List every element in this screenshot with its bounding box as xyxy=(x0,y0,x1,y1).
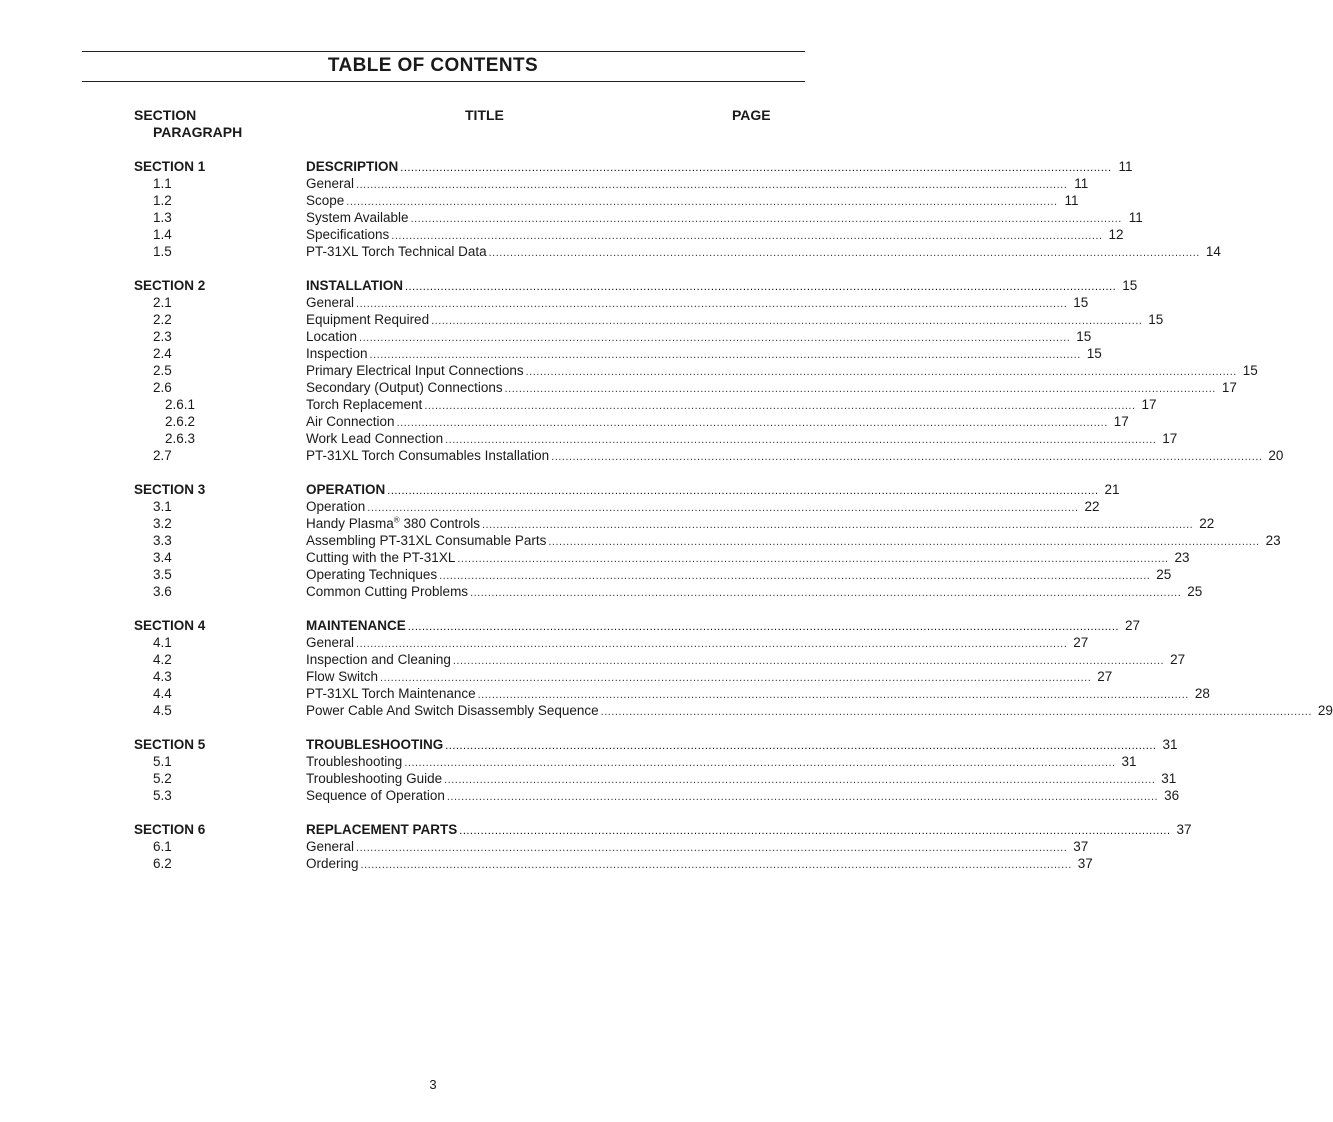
entry-title xyxy=(306,753,404,770)
page-ref: 31 xyxy=(1162,737,1178,752)
page-ref: 14 xyxy=(1205,244,1221,259)
paragraph-number: 2.5 xyxy=(153,363,172,378)
paragraph-number: 6.1 xyxy=(153,839,172,854)
entry-title-suffix: 380 Controls xyxy=(399,516,480,531)
paragraph-number: 2.6.2 xyxy=(165,414,196,429)
page-number: 3 xyxy=(429,1077,437,1092)
column-header-section: SECTION xyxy=(134,107,197,123)
page-ref: 11 xyxy=(1074,176,1089,191)
dot-leader: ........................................................................................................................................................................................................ xyxy=(431,315,1143,327)
entry-title xyxy=(306,430,445,447)
paragraph-number: 3.1 xyxy=(153,499,172,514)
dot-leader: ........................................................................................................................................................................................................ xyxy=(424,400,1136,412)
entry-title xyxy=(306,651,453,668)
entry-title xyxy=(306,396,424,413)
toc-entry-row[interactable] xyxy=(0,328,1092,345)
paragraph-number: 4.1 xyxy=(153,635,172,650)
paragraph-number: 2.6 xyxy=(153,380,172,395)
paragraph-number: 2.6.3 xyxy=(165,431,196,446)
section-title xyxy=(306,821,459,838)
page-ref: 37 xyxy=(1077,856,1093,871)
section-title xyxy=(306,158,400,175)
entry-title-text: System Available xyxy=(306,210,409,225)
paragraph-number: 3.2 xyxy=(153,516,172,531)
page-ref: 31 xyxy=(1161,771,1177,786)
dot-leader: ........................................................................................................................................................................................................ xyxy=(446,791,1159,803)
entry-title-text: General xyxy=(306,295,355,310)
dot-leader: ........................................................................................................................................................................................................ xyxy=(387,485,1099,497)
entry-title-text: MAINTENANCE xyxy=(306,618,406,633)
dot-leader: ........................................................................................................................................................................................................ xyxy=(470,587,1182,599)
toc-entry-row[interactable] xyxy=(0,396,1157,413)
page-ref: 27 xyxy=(1170,652,1186,667)
entry-title-text: Assembling PT-31XL Consumable Parts xyxy=(306,533,547,548)
page-ref: 36 xyxy=(1164,788,1180,803)
dot-leader: ........................................................................................................................................................................................................ xyxy=(445,740,1157,752)
page-ref: 17 xyxy=(1162,431,1178,446)
dot-leader: ........................................................................................................................................................................................................ xyxy=(452,655,1165,667)
section-label: SECTION 2 xyxy=(134,278,206,293)
page-ref: 23 xyxy=(1265,533,1281,548)
entry-title xyxy=(306,838,356,855)
toc-entry-row[interactable] xyxy=(0,702,1333,719)
page-title: TABLE OF CONTENTS xyxy=(327,55,539,76)
page-ref: 20 xyxy=(1268,448,1284,463)
section-title xyxy=(306,277,405,294)
registered-mark: ® xyxy=(393,515,400,525)
toc-entry-row[interactable] xyxy=(0,226,1124,243)
page-ref: 15 xyxy=(1073,295,1089,310)
entry-title xyxy=(306,668,380,685)
page-ref: 15 xyxy=(1086,346,1102,361)
paragraph-number: 6.2 xyxy=(153,856,172,871)
entry-title xyxy=(306,345,370,362)
entry-title-text: Work Lead Connection xyxy=(306,431,444,446)
paragraph-number: 3.6 xyxy=(153,584,172,599)
entry-title xyxy=(306,413,397,430)
entry-title xyxy=(306,498,367,515)
dot-leader: ........................................................................................................................................................................................................ xyxy=(551,451,1263,463)
dot-leader: ........................................................................................................................................................................................................ xyxy=(356,298,1068,310)
paragraph-number: 2.7 xyxy=(153,448,172,463)
toc-entry-row[interactable] xyxy=(0,175,1089,192)
entry-title xyxy=(306,702,601,719)
toc-section-row[interactable] xyxy=(0,617,1140,634)
dot-leader: ........................................................................................................................................................................................................ xyxy=(359,332,1071,344)
toc-entry-row[interactable] xyxy=(0,515,1215,532)
entry-title-text: Secondary (Output) Connections xyxy=(306,380,503,395)
entry-title-text: Sequence of Operation xyxy=(306,788,445,803)
paragraph-number: 5.2 xyxy=(153,771,172,786)
entry-title-text: Location xyxy=(306,329,358,344)
bottom-rule xyxy=(82,81,805,82)
toc-entry-row[interactable] xyxy=(0,855,1093,872)
entry-title xyxy=(306,566,439,583)
toc-entry-row[interactable] xyxy=(0,294,1089,311)
toc-entry-row[interactable] xyxy=(0,345,1102,362)
entry-title xyxy=(306,192,346,209)
entry-title-text: Inspection and Cleaning xyxy=(306,652,451,667)
toc-section-row[interactable] xyxy=(0,736,1178,753)
page-ref: 15 xyxy=(1122,278,1138,293)
paragraph-number: 4.3 xyxy=(153,669,172,684)
paragraph-number: 2.3 xyxy=(153,329,172,344)
entry-title-text: TROUBLESHOOTING xyxy=(306,737,444,752)
entry-title-text: Operating Techniques xyxy=(306,567,438,582)
dot-leader: ........................................................................................................................................................................................................ xyxy=(444,774,1156,786)
entry-title xyxy=(306,787,447,804)
entry-title xyxy=(306,447,551,464)
paragraph-number: 3.4 xyxy=(153,550,172,565)
paragraph-number: 2.4 xyxy=(153,346,172,361)
entry-title xyxy=(306,175,356,192)
entry-title xyxy=(306,549,457,566)
toc-entry-row[interactable] xyxy=(0,583,1203,600)
column-header-title: TITLE xyxy=(465,107,504,123)
page-ref: 17 xyxy=(1113,414,1129,429)
entry-title xyxy=(306,209,411,226)
page-ref: 11 xyxy=(1118,159,1133,174)
entry-title-text: PT-31XL Torch Maintenance xyxy=(306,686,476,701)
page-ref: 37 xyxy=(1176,822,1192,837)
dot-leader: ........................................................................................................................................................................................................ xyxy=(405,281,1117,293)
page-ref: 15 xyxy=(1242,363,1258,378)
dot-leader: ........................................................................................................................................................................................................ xyxy=(439,570,1151,582)
entry-title xyxy=(306,515,482,532)
toc-entry-row[interactable] xyxy=(0,192,1079,209)
dot-leader: ........................................................................................................................................................................................................ xyxy=(369,349,1081,361)
entry-title-text: Handy Plasma xyxy=(306,516,394,531)
page-ref: 27 xyxy=(1097,669,1113,684)
page-ref: 37 xyxy=(1073,839,1089,854)
dot-leader: ........................................................................................................................................................................................................ xyxy=(356,842,1068,854)
entry-title xyxy=(306,855,361,872)
section-label: SECTION 3 xyxy=(134,482,206,497)
dot-leader: ........................................................................................................................................................................................................ xyxy=(391,230,1103,242)
dot-leader: ........................................................................................................................................................................................................ xyxy=(445,434,1157,446)
section-label: SECTION 4 xyxy=(134,618,206,633)
page-ref: 17 xyxy=(1221,380,1237,395)
toc-entry-row[interactable] xyxy=(0,753,1137,770)
paragraph-number: 1.1 xyxy=(153,176,172,191)
paragraph-number: 5.1 xyxy=(153,754,172,769)
page-ref: 21 xyxy=(1104,482,1120,497)
toc-entry-row[interactable] xyxy=(0,685,1210,702)
entry-title-text: Equipment Required xyxy=(306,312,430,327)
toc-entry-row[interactable] xyxy=(0,838,1089,855)
paragraph-number: 1.3 xyxy=(153,210,172,225)
page-ref: 15 xyxy=(1076,329,1092,344)
dot-leader: ........................................................................................................................................................................................................ xyxy=(482,519,1194,531)
dot-leader: ........................................................................................................................................................................................................ xyxy=(356,179,1068,191)
top-rule xyxy=(82,51,805,52)
toc-entry-row[interactable] xyxy=(0,243,1221,260)
section-label: SECTION 1 xyxy=(134,159,206,174)
paragraph-number: 2.6.1 xyxy=(165,397,196,412)
entry-title xyxy=(306,311,431,328)
page-ref: 12 xyxy=(1108,227,1124,242)
toc-entry-row[interactable] xyxy=(0,566,1172,583)
toc-entry-row[interactable] xyxy=(0,668,1113,685)
page-ref: 29 xyxy=(1317,703,1333,718)
toc-entry-row[interactable] xyxy=(0,209,1143,226)
entry-title xyxy=(306,379,505,396)
dot-leader: ........................................................................................................................................................................................................ xyxy=(404,757,1116,769)
entry-title xyxy=(306,634,356,651)
page-ref: 11 xyxy=(1128,210,1143,225)
paragraph-number: 4.4 xyxy=(153,686,172,701)
entry-title xyxy=(306,328,359,345)
toc-entry-row[interactable] xyxy=(0,413,1129,430)
section-label: SECTION 6 xyxy=(134,822,206,837)
section-label: SECTION 5 xyxy=(134,737,206,752)
entry-title-text: Troubleshooting xyxy=(306,754,403,769)
paragraph-number: 1.2 xyxy=(153,193,172,208)
page-ref: 22 xyxy=(1084,499,1100,514)
entry-title-text: Power Cable And Switch Disassembly Sequence xyxy=(306,703,599,718)
entry-title-text: INSTALLATION xyxy=(306,278,403,293)
paragraph-number: 4.5 xyxy=(153,703,172,718)
entry-title-text: Inspection xyxy=(306,346,368,361)
dot-leader: ........................................................................................................................................................................................................ xyxy=(504,383,1216,395)
dot-leader: ........................................................................................................................................................................................................ xyxy=(407,621,1119,633)
toc-entry-row[interactable] xyxy=(0,770,1177,787)
dot-leader: ........................................................................................................................................................................................................ xyxy=(525,366,1237,378)
paragraph-number: 3.5 xyxy=(153,567,172,582)
dot-leader: ........................................................................................................................................................................................................ xyxy=(356,638,1068,650)
page-ref: 22 xyxy=(1199,516,1215,531)
toc-entry-row[interactable] xyxy=(0,634,1089,651)
entry-title xyxy=(306,770,444,787)
dot-leader: ........................................................................................................................................................................................................ xyxy=(367,502,1079,514)
entry-title-text: Scope xyxy=(306,193,345,208)
entry-title-text: General xyxy=(306,839,355,854)
paragraph-number: 3.3 xyxy=(153,533,172,548)
entry-title-text: Specifications xyxy=(306,227,390,242)
dot-leader: ........................................................................................................................................................................................................ xyxy=(488,247,1200,259)
entry-title xyxy=(306,685,478,702)
entry-title xyxy=(306,532,548,549)
paragraph-number: 1.4 xyxy=(153,227,172,242)
entry-title-text: PT-31XL Torch Technical Data xyxy=(306,244,487,259)
toc-entry-row[interactable] xyxy=(0,532,1281,549)
entry-title-text: REPLACEMENT PARTS xyxy=(306,822,458,837)
dot-leader: ........................................................................................................................................................................................................ xyxy=(548,536,1260,548)
toc-section-row[interactable] xyxy=(0,277,1138,294)
page-ref: 31 xyxy=(1121,754,1137,769)
page-ref: 28 xyxy=(1194,686,1210,701)
entry-title xyxy=(306,362,526,379)
section-title xyxy=(306,736,445,753)
dot-leader: ........................................................................................................................................................................................................ xyxy=(600,706,1312,718)
toc-entry-row[interactable] xyxy=(0,362,1258,379)
toc-section-row[interactable] xyxy=(0,481,1120,498)
dot-leader: ........................................................................................................................................................................................................ xyxy=(457,553,1169,565)
entry-title-text: Primary Electrical Input Connections xyxy=(306,363,524,378)
entry-title-text: Flow Switch xyxy=(306,669,379,684)
paragraph-number: 2.2 xyxy=(153,312,172,327)
dot-leader: ........................................................................................................................................................................................................ xyxy=(459,825,1171,837)
entry-title-text: Cutting with the PT-31XL xyxy=(306,550,456,565)
page-ref: 27 xyxy=(1124,618,1140,633)
page-ref: 25 xyxy=(1187,584,1203,599)
paragraph-number: 2.1 xyxy=(153,295,172,310)
page-ref: 11 xyxy=(1064,193,1079,208)
dot-leader: ........................................................................................................................................................................................................ xyxy=(410,213,1122,225)
toc-entry-row[interactable] xyxy=(0,787,1180,804)
column-header-paragraph: PARAGRAPH xyxy=(153,124,243,140)
page-ref: 15 xyxy=(1148,312,1164,327)
section-title xyxy=(306,617,408,634)
toc-entry-row[interactable] xyxy=(0,549,1190,566)
paragraph-number: 5.3 xyxy=(153,788,172,803)
entry-title-text: Torch Replacement xyxy=(306,397,423,412)
toc-section-row[interactable] xyxy=(0,821,1192,838)
dot-leader: ........................................................................................................................................................................................................ xyxy=(380,672,1092,684)
section-title xyxy=(306,481,387,498)
toc-entry-row[interactable] xyxy=(0,379,1237,396)
column-header-page: PAGE xyxy=(732,107,771,123)
toc-entry-row[interactable] xyxy=(0,651,1186,668)
page-ref: 27 xyxy=(1073,635,1089,650)
toc-entry-row[interactable] xyxy=(0,430,1178,447)
entry-title-text: Common Cutting Problems xyxy=(306,584,469,599)
entry-title-text: General xyxy=(306,176,355,191)
page-ref: 17 xyxy=(1141,397,1157,412)
entry-title-text: Ordering xyxy=(306,856,359,871)
entry-title-text: Operation xyxy=(306,499,366,514)
dot-leader: ........................................................................................................................................................................................................ xyxy=(400,162,1112,174)
entry-title-text: PT-31XL Torch Consumables Installation xyxy=(306,448,550,463)
entry-title-text: General xyxy=(306,635,355,650)
entry-title xyxy=(306,583,470,600)
dot-leader: ........................................................................................................................................................................................................ xyxy=(396,417,1108,429)
entry-title-text: DESCRIPTION xyxy=(306,159,399,174)
dot-leader: ........................................................................................................................................................................................................ xyxy=(477,689,1189,701)
toc-entry-row[interactable] xyxy=(0,447,1284,464)
paragraph-number: 1.5 xyxy=(153,244,172,259)
toc-entry-row[interactable] xyxy=(0,498,1100,515)
entry-title-text: Air Connection xyxy=(306,414,395,429)
toc-entry-row[interactable] xyxy=(0,311,1164,328)
entry-title-text: Troubleshooting Guide xyxy=(306,771,443,786)
toc-section-row[interactable] xyxy=(0,158,1133,175)
entry-title xyxy=(306,226,391,243)
dot-leader: ........................................................................................................................................................................................................ xyxy=(360,859,1072,871)
entry-title xyxy=(306,243,489,260)
paragraph-number: 4.2 xyxy=(153,652,172,667)
dot-leader: ........................................................................................................................................................................................................ xyxy=(346,196,1058,208)
page-ref: 25 xyxy=(1156,567,1172,582)
page-ref: 23 xyxy=(1174,550,1190,565)
entry-title-text: OPERATION xyxy=(306,482,386,497)
entry-title xyxy=(306,294,356,311)
